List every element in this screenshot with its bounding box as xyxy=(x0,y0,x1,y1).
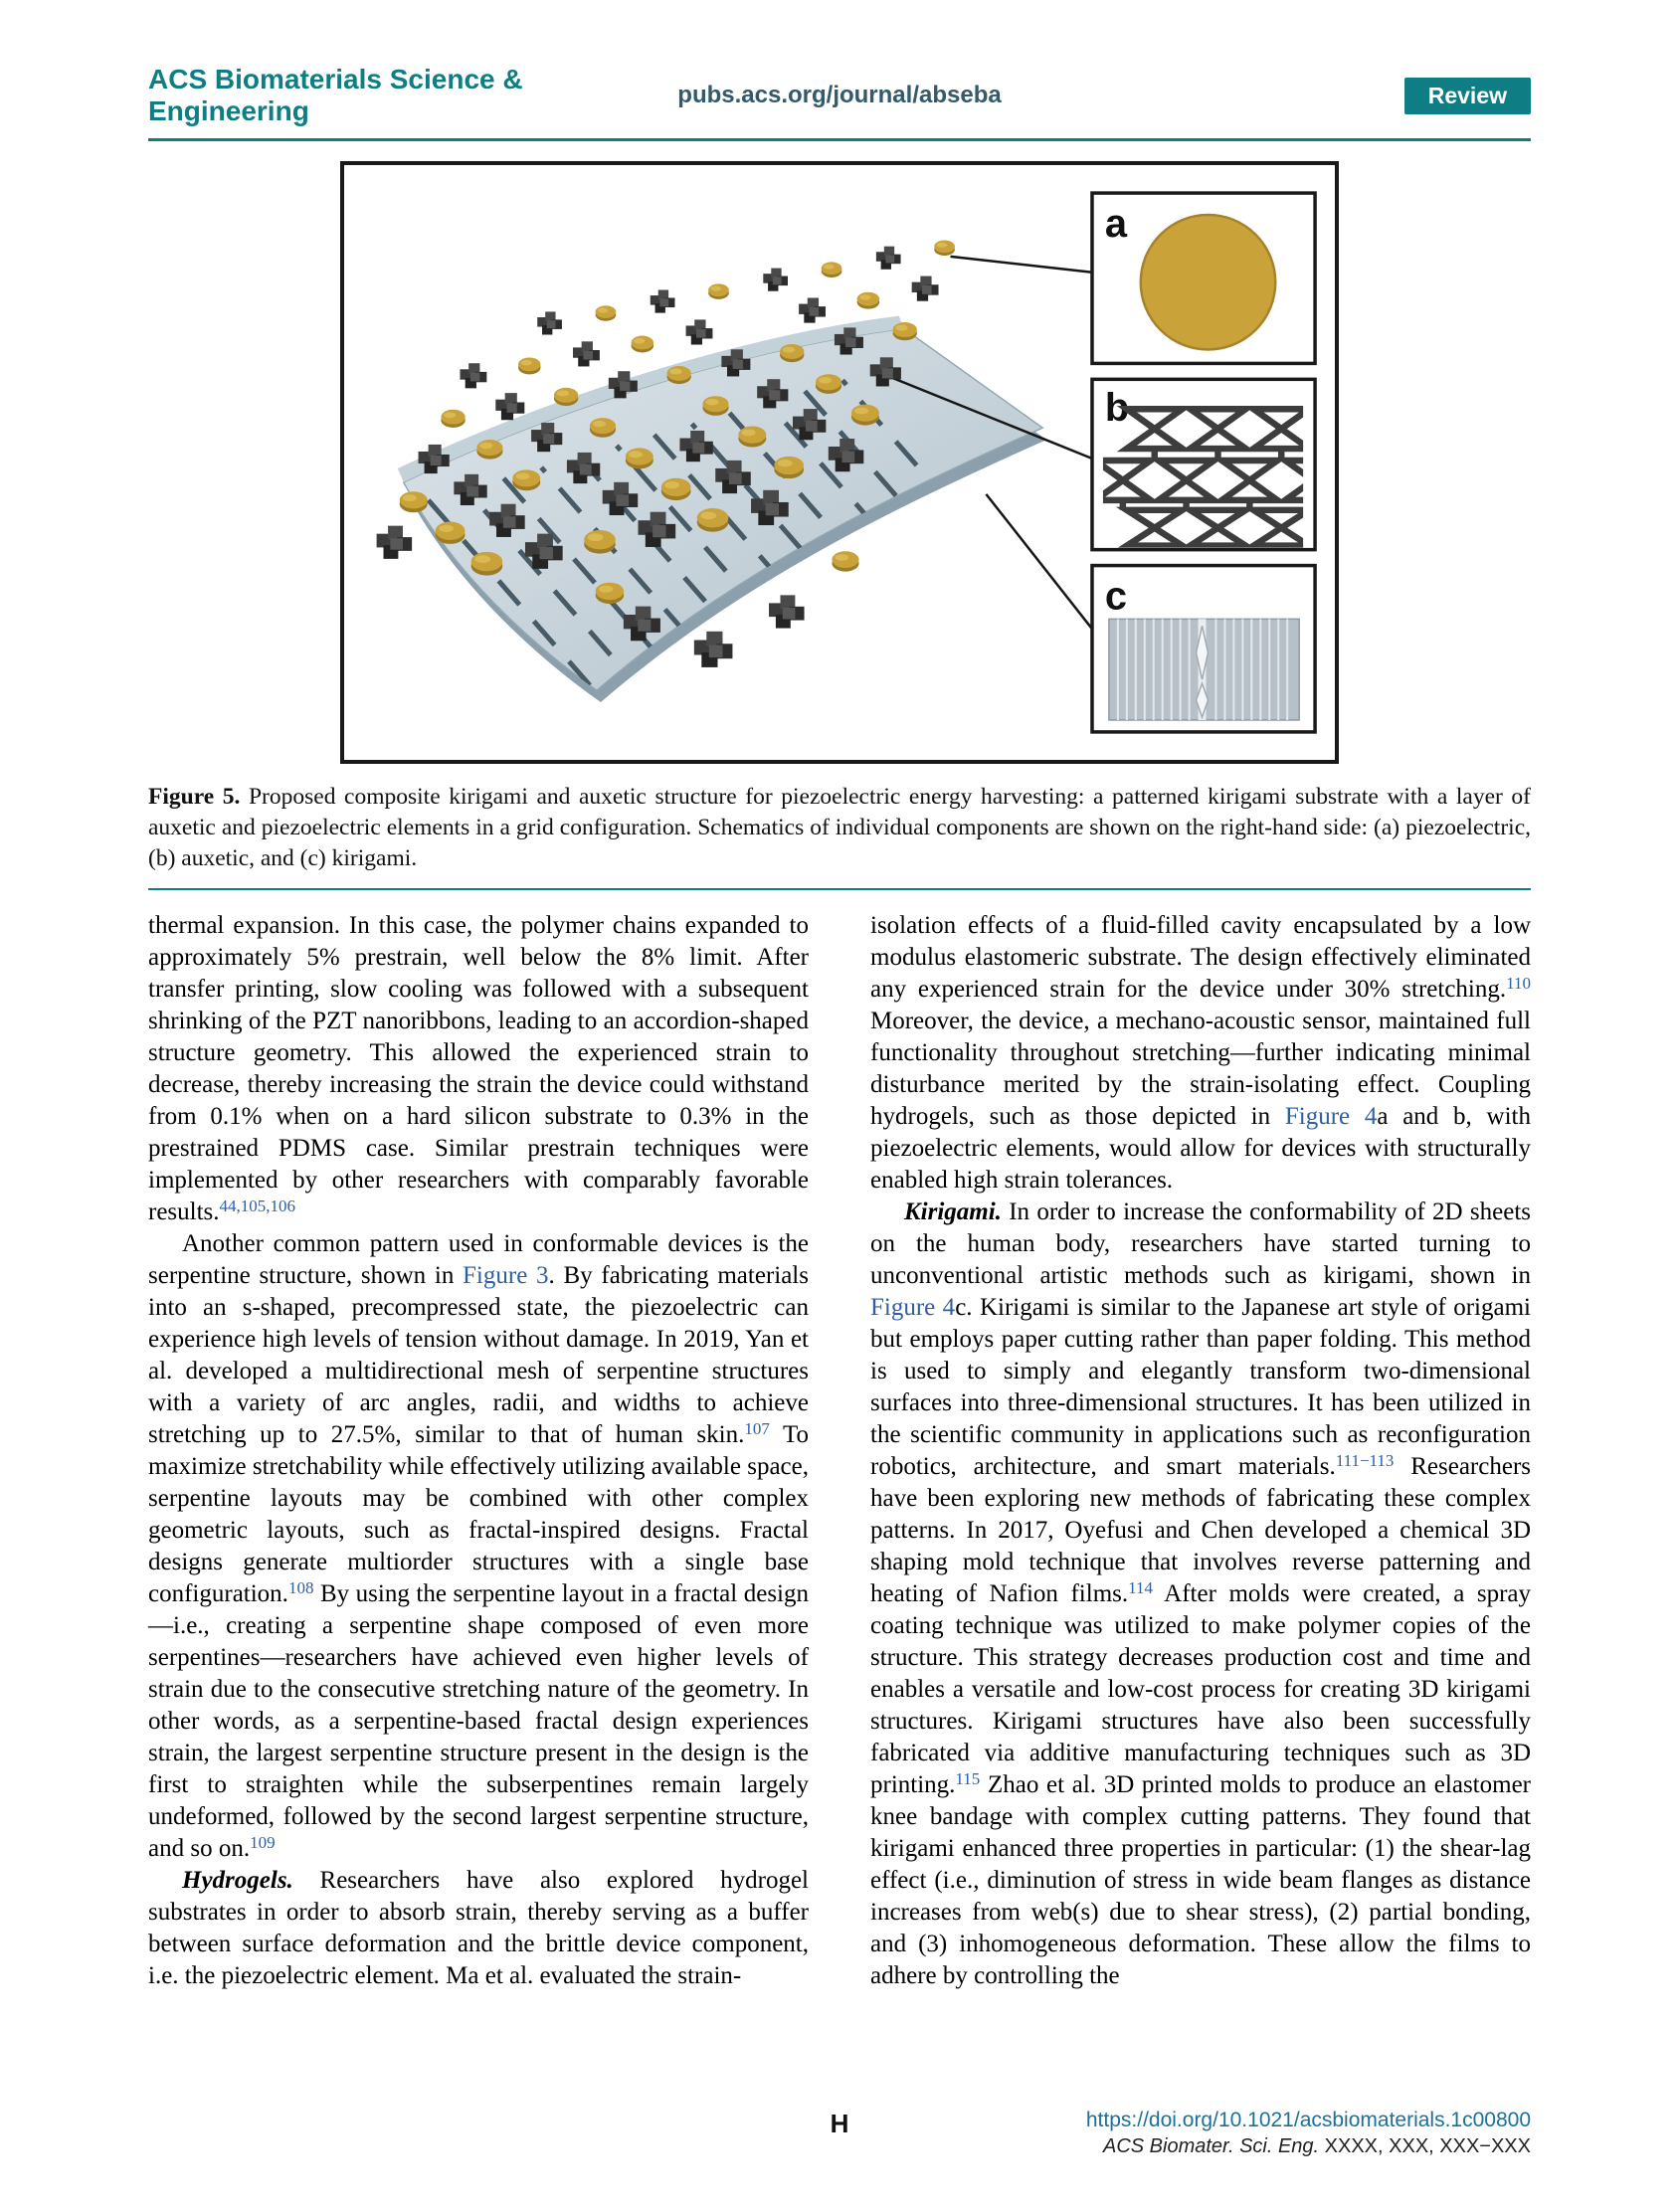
doi-link[interactable]: https://doi.org/10.1021/acsbiomaterials.1c00800 xyxy=(1085,2109,1531,2131)
body-text: In order to increase the conformability of 2D sheets on the human body, researchers have started turning to unconventional artistic methods such as kirigami, shown in xyxy=(870,1198,1531,1289)
header-divider xyxy=(148,138,1531,141)
paragraph xyxy=(148,910,809,1228)
inset-b-auxetic xyxy=(1092,379,1335,549)
page-footer xyxy=(148,2109,1531,2172)
paragraph xyxy=(870,1197,1531,1992)
journal-url[interactable]: pubs.acs.org/journal/abseba xyxy=(677,82,1002,108)
journal-citation xyxy=(1086,2135,1531,2158)
body-text: Researchers have been exploring new methods of fabricating these complex patterns. In 2017, Oyefusi and Chen developed a chemical 3D shaping mold technique that involves reverse patterning and heating of Nafion films. xyxy=(870,1453,1532,1607)
citation-pages: XXXX, XXX, XXX−XXX xyxy=(1319,2135,1531,2157)
citation-reference[interactable]: 110 xyxy=(1506,973,1531,993)
left-column xyxy=(148,910,809,1992)
figure-caption-text: Proposed composite kirigami and auxetic structure for piezoelectric energy harvesting: a patterned kirigami substrate with a layer of auxetic and piezoelectric elements in a grid configuration. Schematics of individual components are shown on the right-hand side: (a) piezoelectric, (b) auxetic, and (c) kirigami. xyxy=(148,784,1531,871)
body-text: . By fabricating materials into an s-shaped, precompressed state, the piezoelectric can experience high levels of tension without damage. In 2019, Yan et al. developed a multidirectional mesh of serpentine structures with a variety of arc angles, radii, and widths to achieve stretching up to 27.5%, similar to that of human skin. xyxy=(148,1262,809,1448)
paragraph xyxy=(148,1228,809,1865)
inset-b-label: b xyxy=(1104,386,1130,431)
inset-c-kirigami xyxy=(1092,566,1315,732)
citation-reference[interactable]: 108 xyxy=(287,1577,314,1597)
citation-reference[interactable]: 111−113 xyxy=(1335,1450,1395,1470)
paragraph xyxy=(870,910,1531,1197)
journal-abbreviation: ACS Biomater. Sci. Eng. xyxy=(1102,2135,1320,2157)
review-badge: Review xyxy=(1404,78,1531,114)
citation-reference[interactable]: 44,105,106 xyxy=(219,1196,296,1215)
page-number: H xyxy=(830,2109,849,2138)
piezoelectric-disc xyxy=(1141,215,1275,349)
body-text: a and b, with piezoelectric elements, would allow for devices with structurally enabled high strain tolerances. xyxy=(870,1103,1531,1194)
figure5-canvas xyxy=(344,165,1335,760)
right-column xyxy=(870,910,1531,1992)
kirigami-pattern xyxy=(1109,619,1299,720)
kirigami-substrate-sheet xyxy=(404,329,1042,691)
inset-a-label: a xyxy=(1104,201,1128,246)
body-text: By using the serpentine layout in a fractal design—i.e., creating a serpentine shape composed of even more serpentines—researchers have achieved even higher levels of strain due to the consecutive stretching nature of the geometry. In other words, as a serpentine-based fractal design experiences strain, the largest serpentine structure present in the design is the first to straighten while the subserpentines remain largely undeformed, followed by the second largest serpentine structure, and so on. xyxy=(148,1580,809,1862)
citation-reference[interactable]: 114 xyxy=(1128,1577,1153,1597)
figure5-frame xyxy=(340,161,1339,764)
citation-reference[interactable]: 115 xyxy=(955,1768,981,1788)
figure-caption-label: Figure 5. xyxy=(148,784,241,810)
connector-line-a xyxy=(951,257,1092,273)
connector-line-c xyxy=(986,494,1092,629)
body-text: To maximize stretchability while effectively utilizing available space, serpentine layouts may be combined with other complex geometric layouts, such as fractal-inspired designs. Fractal designs generate multiorder structures with a single base configuration. xyxy=(148,1421,810,1607)
section-run-in-heading: Kirigami. xyxy=(904,1198,1002,1225)
inset-c-label: c xyxy=(1104,574,1128,619)
body-text: Researchers have also explored hydrogel substrates in order to absorb strain, thereby serving as a buffer between surface deformation and the brittle device component, i.e. the piezoelectric element. Ma et al. evaluated the strain- xyxy=(148,1867,809,1989)
journal-title: ACS Biomaterials Science & Engineering xyxy=(148,64,523,126)
body-text: After molds were created, a spray coating technique was utilized to make polymer copies of the structure. This strategy decreases production cost and time and enables a versatile and low-cost process for creating 3D kirigami structures. Kirigami structures have also been successfully fabricated via additive manufacturing techniques such as 3D printing. xyxy=(870,1580,1531,1798)
citation-reference[interactable]: 109 xyxy=(250,1832,276,1852)
figure-caption xyxy=(148,782,1531,874)
figure-reference-link[interactable]: Figure 4 xyxy=(1284,1103,1378,1130)
caption-divider xyxy=(148,888,1531,890)
footer-citation-block xyxy=(1086,2109,1531,2158)
figure-reference-link[interactable]: Figure 4 xyxy=(870,1294,956,1321)
citation-reference[interactable]: 107 xyxy=(744,1418,770,1438)
article-body xyxy=(148,910,1531,1992)
page-header xyxy=(148,64,1531,127)
body-text: Zhao et al. 3D printed molds to produce an elastomer knee bandage with complex cutting patterns. They found that kirigami enhanced three properties in particular: (1) the shear-lag effect (i.e., diminution of stress in wide beam flanges as distance increases from web(s) due to shear stress), (2) partial bonding, and (3) inhomogeneous deformation. These allow the films to adhere by controlling the xyxy=(870,1771,1531,1989)
body-text: Moreover, the device, a mechano-acoustic sensor, maintained full functionality throughout stretching—further indicating minimal disturbance merited by the strain-isolating effect. Coupling hydrogels, such as those depicted in xyxy=(870,1008,1531,1130)
paragraph xyxy=(148,1865,809,1992)
inset-a-piezoelectric xyxy=(1092,193,1315,363)
body-text: isolation effects of a fluid-filled cavity encapsulated by a low modulus elastomeric substrate. The design effectively eliminated any experienced strain for the device under 30% stretching. xyxy=(870,912,1531,1003)
body-text: Another common pattern used in conformable devices is the serpentine structure, shown in xyxy=(148,1230,809,1289)
body-text: c. Kirigami is similar to the Japanese art style of origami but employs paper cutting rather than paper folding. This method is used to simply and elegantly transform two-dimensional surfaces into three-dimensional structures. It has been utilized in the scientific community in applications such as reconfiguration robotics, architecture, and smart materials. xyxy=(870,1294,1531,1480)
figure-reference-link[interactable]: Figure 3 xyxy=(463,1262,549,1289)
body-text: thermal expansion. In this case, the polymer chains expanded to approximately 5% prestrain, well below the 8% limit. After transfer printing, slow cooling was followed with a subsequent shrinking of the PZT nanoribbons, leading to an accordion-shaped structure geometry. This allowed the experienced strain to decrease, thereby increasing the strain the device could withstand from 0.1% when on a hard silicon substrate to 0.3% in the prestrained PDMS case. Similar prestrain techniques were implemented by other researchers with comparably favorable results. xyxy=(148,912,809,1225)
section-run-in-heading: Hydrogels. xyxy=(182,1867,293,1894)
